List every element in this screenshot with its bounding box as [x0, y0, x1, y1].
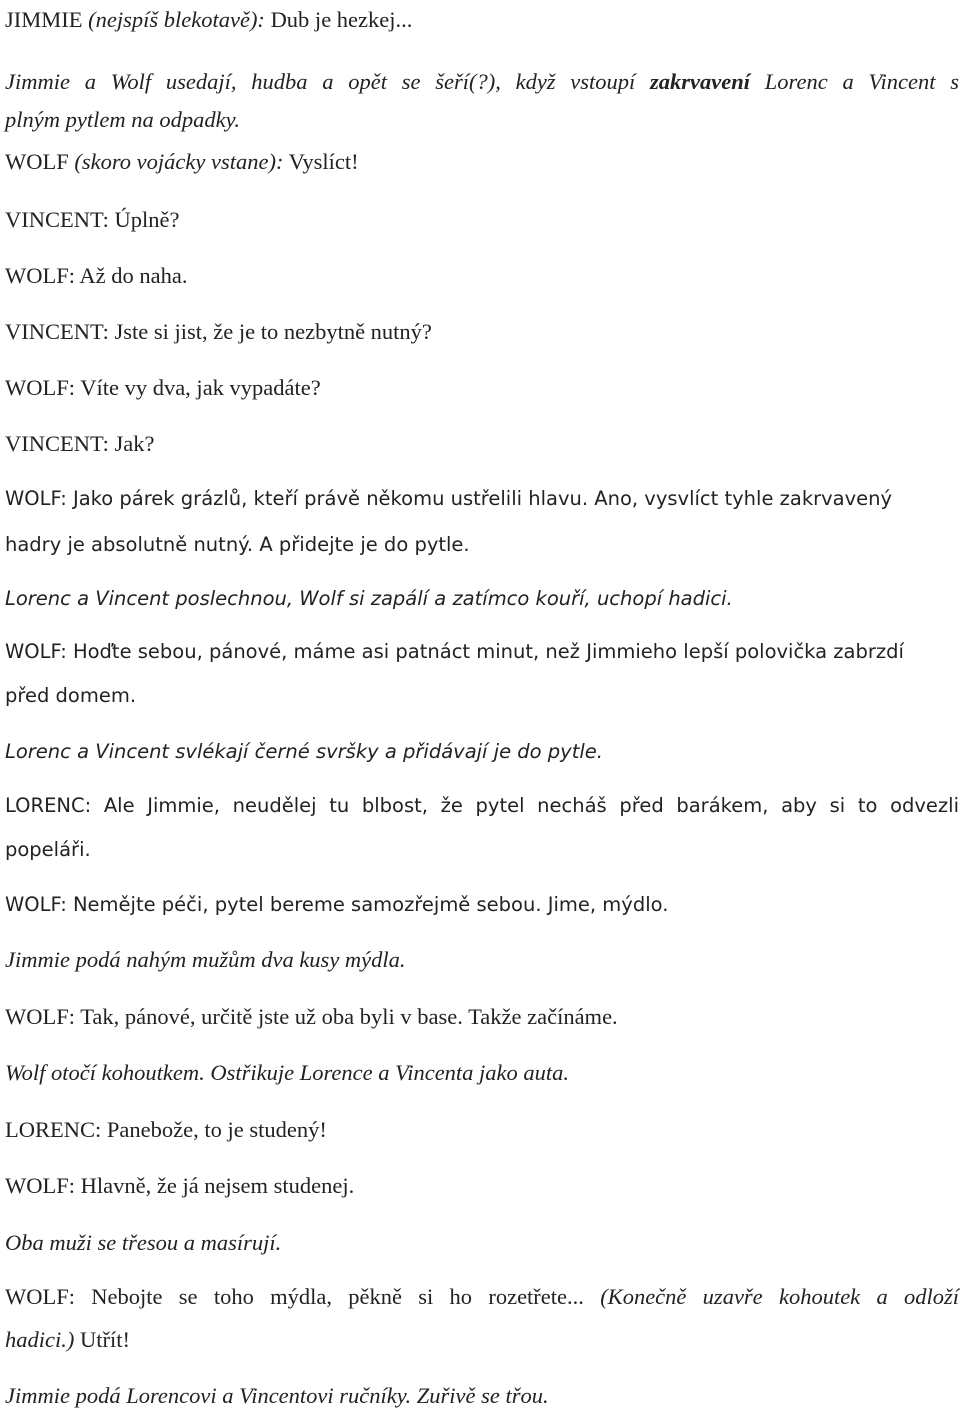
line-vincent-jist: VINCENT: Jste si jist, že je to nezbytně nutný?: [5, 319, 432, 344]
stage-direction-rucniky: Jimmie podá Lorencovi a Vincentovi ručníky. Zuřivě se třou.: [5, 1383, 549, 1408]
stage-direction-mydla: Jimmie podá nahým mužům dva kusy mýdla.: [5, 947, 406, 972]
stage-direction-svlekaji: Lorenc a Vincent svlékají černé svršky a přidávají je do pytle.: [5, 740, 603, 763]
line-wolf-mydlo: WOLF: Nemějte péči, pytel bereme samozřejmě sebou. Jime, mýdlo.: [5, 893, 669, 916]
line-lorenc-pytel: [5, 780, 959, 876]
line-1: WOLF: Hoďte sebou, pánové, máme asi patnáct minut, než Jimmieho lepší polovička zabrzdí: [5, 640, 904, 663]
line-2: hadry je absolutně nutný. A přidejte je do pytle.: [5, 533, 470, 556]
stage-direction-tresou: Oba muži se třesou a masírují.: [5, 1230, 282, 1255]
line-2: hadici.) Utřít!: [5, 1327, 130, 1352]
line-1: LORENC: Ale Jimmie, neudělej tu blbost, že pytel necháš před barákem, aby si to odvezli: [5, 794, 959, 817]
play-script: [5, 0, 959, 1422]
line-lorenc-studeny: LORENC: Panebože, to je studený!: [5, 1117, 327, 1142]
line-vincent-uplne: VINCENT: Úplně?: [5, 207, 180, 232]
line-wolf-zaciname: WOLF: Tak, pánové, určitě jste už oba byli v base. Takže začínáme.: [5, 1004, 618, 1029]
speaker: JIMMIE: [5, 7, 89, 32]
line-2: před domem.: [5, 684, 137, 707]
line-1: WOLF: Jako párek grázlů, kteří právě někomu ustřelili hlavu. Ano, vysvlíct tyhle zakrvavený: [5, 487, 893, 510]
line-vincent-jak: VINCENT: Jak?: [5, 431, 155, 456]
line-wolf-mydla-rozetrete: [5, 1270, 959, 1366]
line-wolf-vyslict: [5, 136, 959, 192]
bold-word: zakrvavení: [650, 69, 751, 94]
line-jimmie-dub: [5, 0, 959, 60]
line-2: plným pytlem na odpadky.: [5, 107, 240, 132]
line-wolf-studenej: WOLF: Hlavně, že já nejsem studenej.: [5, 1173, 355, 1198]
dialogue: Vyslíct!: [283, 149, 359, 174]
line-1: Jimmie a Wolf usedají, hudba a opět se šeří(?), když vstoupí zakrvavení Lorenc a Vincent s: [5, 69, 959, 94]
stage-direction-enter: [5, 60, 959, 136]
speaker: WOLF: [5, 149, 75, 174]
line-2: popeláři.: [5, 838, 91, 861]
line-wolf-hodte: [5, 626, 959, 722]
line-wolf-naha: WOLF: Až do naha.: [5, 263, 188, 288]
stage-direction: (nejspíš blekotavě):: [88, 7, 265, 32]
line-wolf-vypadate: WOLF: Víte vy dva, jak vypadáte?: [5, 375, 321, 400]
dialogue: Dub je hezkej...: [264, 7, 413, 32]
line-1: WOLF: Nebojte se toho mýdla, pěkně si ho rozetřete... (Konečně uzavře kohoutek a odloží: [5, 1284, 959, 1309]
stage-direction: (skoro vojácky vstane):: [74, 149, 284, 174]
stage-direction-hadice: Lorenc a Vincent poslechnou, Wolf si zapálí a zatímco kouří, uchopí hadici.: [5, 587, 733, 610]
stage-direction-kohoutek: Wolf otočí kohoutkem. Ostřikuje Lorence a Vincenta jako auta.: [5, 1060, 570, 1085]
line-wolf-grazlove: [5, 472, 959, 568]
